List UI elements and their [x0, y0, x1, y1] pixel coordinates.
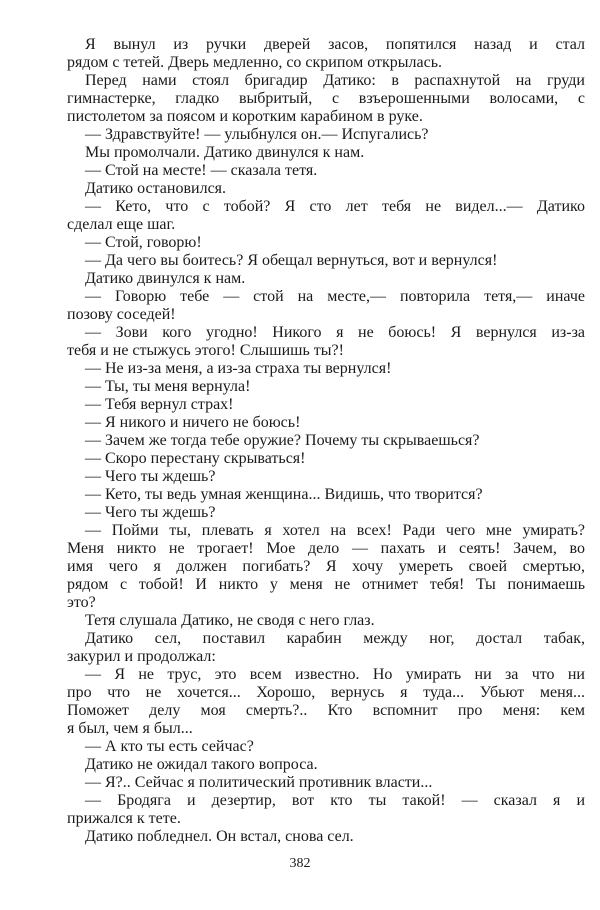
text-line: Меня никто не трогает! Мое дело — пахать и сеять! Зачем, во — [67, 540, 585, 557]
paragraph — [67, 612, 585, 630]
paragraph — [67, 630, 585, 666]
text-line: Датико сел, поставил карабин между ног, достал табак, — [85, 630, 585, 647]
paragraph — [67, 738, 585, 756]
text-line: — Пойми ты, плевать я хотел на всех! Ради чего мне умирать? — [85, 522, 585, 539]
text-line: — Говорю тебе — стой на месте,— повторила тетя,— иначе — [85, 288, 585, 305]
paragraph — [67, 396, 585, 414]
paragraph — [67, 378, 585, 396]
paragraph — [67, 756, 585, 774]
text-line: — Я не трус, это всем известно. Но умирать ни за что ни — [85, 666, 585, 683]
text-line: пистолетом за поясом и коротким карабином в руке. — [67, 108, 423, 125]
text-line: — А кто ты есть сейчас? — [85, 738, 254, 755]
text-line: тебя и не стыжусь этого! Слышишь ты?! — [67, 342, 344, 359]
text-line: я был, чем я был... — [67, 720, 193, 737]
paragraph — [67, 252, 585, 270]
text-line: — Скоро перестану скрываться! — [85, 450, 306, 467]
text-line: — Чего ты ждешь? — [85, 504, 216, 521]
paragraph — [67, 486, 585, 504]
text-line: — Здравствуйте! — улыбнулся он.— Испугались? — [85, 126, 429, 143]
text-line: сделал еще шаг. — [67, 216, 176, 233]
text-line: Мы промолчали. Датико двинулся к нам. — [85, 144, 365, 161]
paragraph — [67, 324, 585, 360]
paragraph — [67, 504, 585, 522]
page-number: 382 — [289, 856, 311, 871]
paragraph — [67, 522, 585, 612]
text-line: про что не хочется... Хорошо, вернусь я туда... Убьют меня... — [67, 684, 585, 701]
text-line: Датико побледнел. Он встал, снова сел. — [85, 828, 354, 845]
text-line: — Зови кого угодно! Никого я не боюсь! Я вернулся из-за — [85, 324, 585, 341]
text-line: — Да чего вы боитесь? Я обещал вернуться, вот и вернулся! — [85, 252, 498, 269]
text-line: — Я никого и ничего не боюсь! — [85, 414, 301, 431]
text-line: — Кето, что с тобой? Я сто лет тебя не видел...— Датико — [85, 198, 585, 215]
paragraph — [67, 432, 585, 450]
text-line: гимнастерке, гладко выбритый, с взъерошенными волосами, с — [67, 90, 585, 107]
text-line: имя чего я должен погибать? Я хочу умереть своей смертью, — [67, 558, 585, 575]
paragraph — [67, 162, 585, 180]
text-line: — Зачем же тогда тебе оружие? Почему ты скрываешься? — [85, 432, 480, 449]
text-line: это? — [67, 594, 96, 611]
paragraph — [67, 288, 585, 324]
paragraph — [67, 450, 585, 468]
text-line: закурил и продолжал: — [67, 648, 216, 665]
text-line: рядом с тобой! И никто у меня не отнимет тебя! Ты понимаешь — [67, 576, 585, 593]
paragraph — [67, 270, 585, 288]
paragraph — [67, 180, 585, 198]
paragraph — [67, 72, 585, 126]
text-line: — Бродяга и дезертир, вот кто ты такой! — сказал я и — [85, 792, 585, 809]
text-line: — Не из-за меня, а из-за страха ты вернулся! — [85, 360, 392, 377]
text-line: — Ты, ты меня вернула! — [85, 378, 251, 395]
text-line: Поможет делу моя смерть?.. Кто вспомнит про меня: кем — [67, 702, 585, 719]
paragraph — [67, 234, 585, 252]
paragraph — [67, 468, 585, 486]
text-line: — Тебя вернул страх! — [85, 396, 234, 413]
text-line: Датико не ожидал такого вопроса. — [85, 756, 318, 773]
paragraph — [67, 360, 585, 378]
text-line: — Чего ты ждешь? — [85, 468, 216, 485]
text-line: — Стой, говорю! — [85, 234, 202, 251]
text-line: — Кето, ты ведь умная женщина... Видишь, что творится? — [85, 486, 483, 503]
paragraph — [67, 126, 585, 144]
paragraph — [67, 198, 585, 234]
paragraph — [67, 414, 585, 432]
page-body-text — [67, 36, 585, 846]
text-line: Перед нами стоял бригадир Датико: в распахнутой на груди — [85, 72, 585, 89]
text-line: прижался к тете. — [67, 810, 181, 827]
paragraph — [67, 774, 585, 792]
text-line: — Я?.. Сейчас я политический противник власти... — [85, 774, 433, 791]
text-line: рядом с тетей. Дверь медленно, со скрипом открылась. — [67, 54, 443, 71]
paragraph — [67, 792, 585, 828]
paragraph — [67, 666, 585, 738]
paragraph — [67, 36, 585, 72]
text-line: Тетя слушала Датико, не сводя с него глаз. — [85, 612, 375, 629]
paragraph — [67, 828, 585, 846]
text-line: Датико двинулся к нам. — [85, 270, 246, 287]
paragraph — [67, 144, 585, 162]
text-line: Я вынул из ручки дверей засов, попятился назад и стал — [85, 36, 585, 53]
text-line: позову соседей! — [67, 306, 176, 323]
text-line: — Стой на месте! — сказала тетя. — [85, 162, 318, 179]
text-line: Датико остановился. — [85, 180, 227, 197]
